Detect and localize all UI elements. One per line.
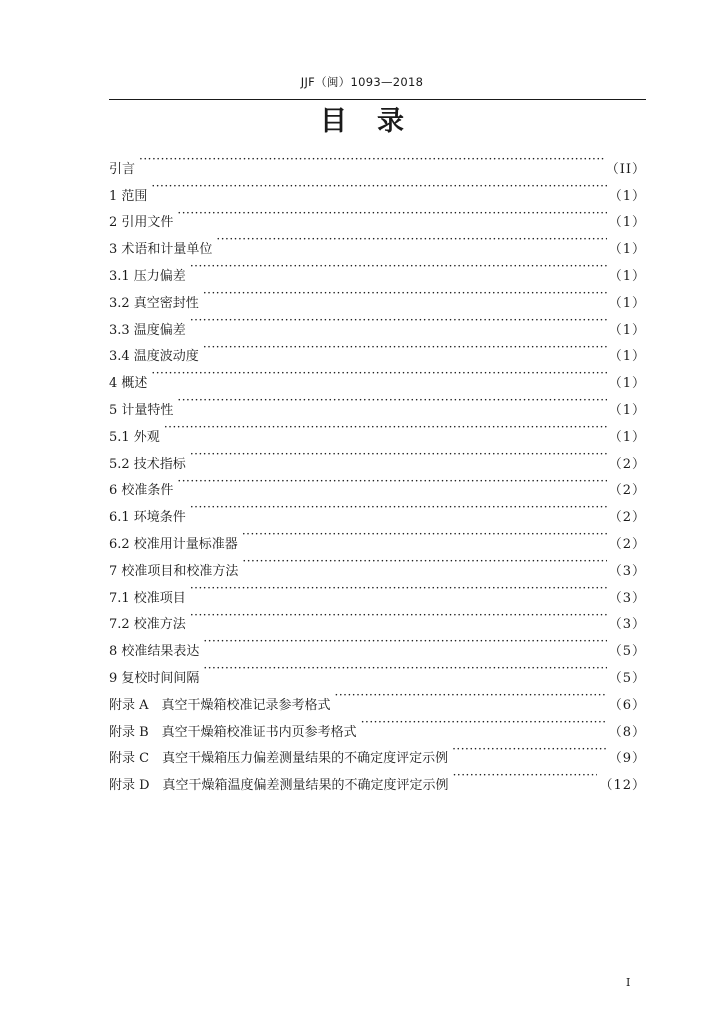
toc-entry-page: （1） (608, 349, 646, 365)
toc-entry-label: 附录 C 真空干燥箱压力偏差测量结果的不确定度评定示例 (109, 751, 449, 767)
toc-dot-leader (242, 548, 606, 575)
toc-entry-page: （1） (608, 322, 646, 338)
toc-entry-6-1[interactable] (109, 494, 646, 526)
toc-dot-leader (335, 682, 607, 709)
toc-entry-1[interactable] (109, 173, 646, 204)
toc-entry-5-2[interactable] (109, 441, 646, 472)
toc-entry-page: （2） (608, 456, 646, 472)
toc-entry-label: 5.2 技术指标 (109, 456, 186, 472)
toc-entry-3-4[interactable] (109, 334, 646, 365)
toc-dot-leader (190, 575, 607, 602)
toc-entry-page: （1） (608, 402, 646, 418)
toc-entry-page: （1） (608, 215, 646, 231)
toc-dot-leader (177, 200, 606, 227)
toc-dot-leader (203, 280, 607, 307)
toc-entry-page: （8） (608, 724, 646, 740)
toc-entry-label: 引言 (109, 161, 136, 177)
page-title: 目录 (320, 106, 434, 137)
toc-entry-3-1[interactable] (109, 253, 646, 284)
toc-dot-leader (177, 468, 606, 495)
toc-dot-leader (139, 146, 604, 173)
toc-entry-introduction[interactable] (109, 146, 646, 177)
toc-entry-label: 附录 D 真空干燥箱温度偏差测量结果的不确定度评定示例 (109, 778, 449, 794)
toc-entry-page: （1） (608, 295, 646, 311)
header-rule (109, 99, 646, 100)
toc-entry-label: 附录 A 真空干燥箱校准记录参考格式 (109, 697, 331, 713)
toc-entry-label: 3.2 真空密封性 (109, 295, 199, 311)
document-code-header: JJF（闽）1093—2018 (300, 75, 424, 89)
toc-dot-leader (452, 736, 607, 763)
toc-entry-label: 6.1 环境条件 (109, 510, 186, 526)
toc-entry-3-2[interactable] (109, 280, 646, 311)
toc-dot-leader (151, 360, 606, 387)
toc-dot-leader (203, 334, 607, 361)
toc-entry-page: （3） (608, 617, 646, 633)
toc-entry-label: 8 校准结果表达 (109, 644, 200, 660)
toc-dot-leader (190, 253, 607, 280)
toc-entry-label: 3 术语和计量单位 (109, 242, 213, 258)
toc-entry-6[interactable] (109, 468, 646, 499)
toc-entry-label: 3.1 压力偏差 (109, 268, 186, 284)
toc-entry-2[interactable] (109, 200, 646, 231)
toc-entry-page: （9） (608, 751, 646, 767)
toc-entry-label: 5 计量特性 (109, 402, 174, 418)
table-of-contents (109, 146, 646, 794)
toc-entry-page: （5） (608, 670, 646, 686)
toc-entry-label: 9 复校时间间隔 (109, 670, 200, 686)
toc-dot-leader (190, 441, 607, 468)
toc-entry-page: （1） (608, 242, 646, 258)
toc-dot-leader (190, 494, 607, 521)
page-folio: I (626, 976, 631, 989)
toc-entry-page: （2） (608, 483, 646, 499)
toc-entry-3[interactable] (109, 226, 646, 258)
toc-entry-label: 附录 B 真空干燥箱校准证书内页参考格式 (109, 724, 357, 740)
toc-entry-label: 5.1 外观 (109, 429, 160, 445)
toc-entry-page: （II） (605, 161, 646, 177)
toc-entry-page: （3） (608, 563, 646, 579)
toc-entry-8[interactable] (109, 628, 646, 660)
toc-entry-7-2[interactable] (109, 602, 646, 633)
toc-entry-page: （1） (608, 429, 646, 445)
toc-entry-page: （1） (608, 188, 646, 204)
toc-entry-label: 3.3 温度偏差 (109, 322, 186, 338)
toc-entry-page: （3） (608, 590, 646, 606)
toc-entry-label: 7.1 校准项目 (109, 590, 186, 606)
toc-entry-label: 6.2 校准用计量标准器 (109, 536, 238, 552)
toc-dot-leader (190, 602, 607, 629)
toc-entry-label: 7 校准项目和校准方法 (109, 563, 239, 579)
toc-dot-leader (242, 521, 607, 548)
toc-entry-page: （1） (608, 376, 646, 392)
toc-dot-leader (453, 762, 598, 789)
toc-dot-leader (216, 226, 606, 253)
toc-dot-leader (361, 709, 607, 736)
toc-entry-label: 2 引用文件 (109, 215, 174, 231)
toc-entry-4[interactable] (109, 360, 646, 392)
toc-entry-5[interactable] (109, 387, 646, 418)
toc-entry-label: 1 范围 (109, 188, 148, 204)
toc-entry-label: 4 概述 (109, 376, 148, 392)
toc-entry-7-1[interactable] (109, 575, 646, 606)
toc-entry-page: （12） (599, 778, 646, 794)
toc-dot-leader (151, 173, 606, 200)
toc-entry-label: 7.2 校准方法 (109, 617, 186, 633)
toc-entry-label: 3.4 温度波动度 (109, 349, 199, 365)
toc-entry-page: （2） (608, 536, 646, 552)
toc-dot-leader (164, 414, 607, 441)
toc-entry-page: （5） (608, 644, 646, 660)
toc-entry-6-2[interactable] (109, 521, 646, 552)
toc-entry-page: （6） (608, 697, 646, 713)
toc-dot-leader (203, 628, 606, 655)
toc-entry-5-1[interactable] (109, 414, 646, 445)
toc-entry-page: （1） (608, 268, 646, 284)
toc-entry-3-3[interactable] (109, 307, 646, 338)
toc-entry-label: 6 校准条件 (109, 483, 174, 499)
toc-dot-leader (190, 307, 607, 334)
toc-entry-page: （2） (608, 510, 646, 526)
toc-dot-leader (177, 387, 606, 414)
toc-dot-leader (203, 655, 606, 682)
